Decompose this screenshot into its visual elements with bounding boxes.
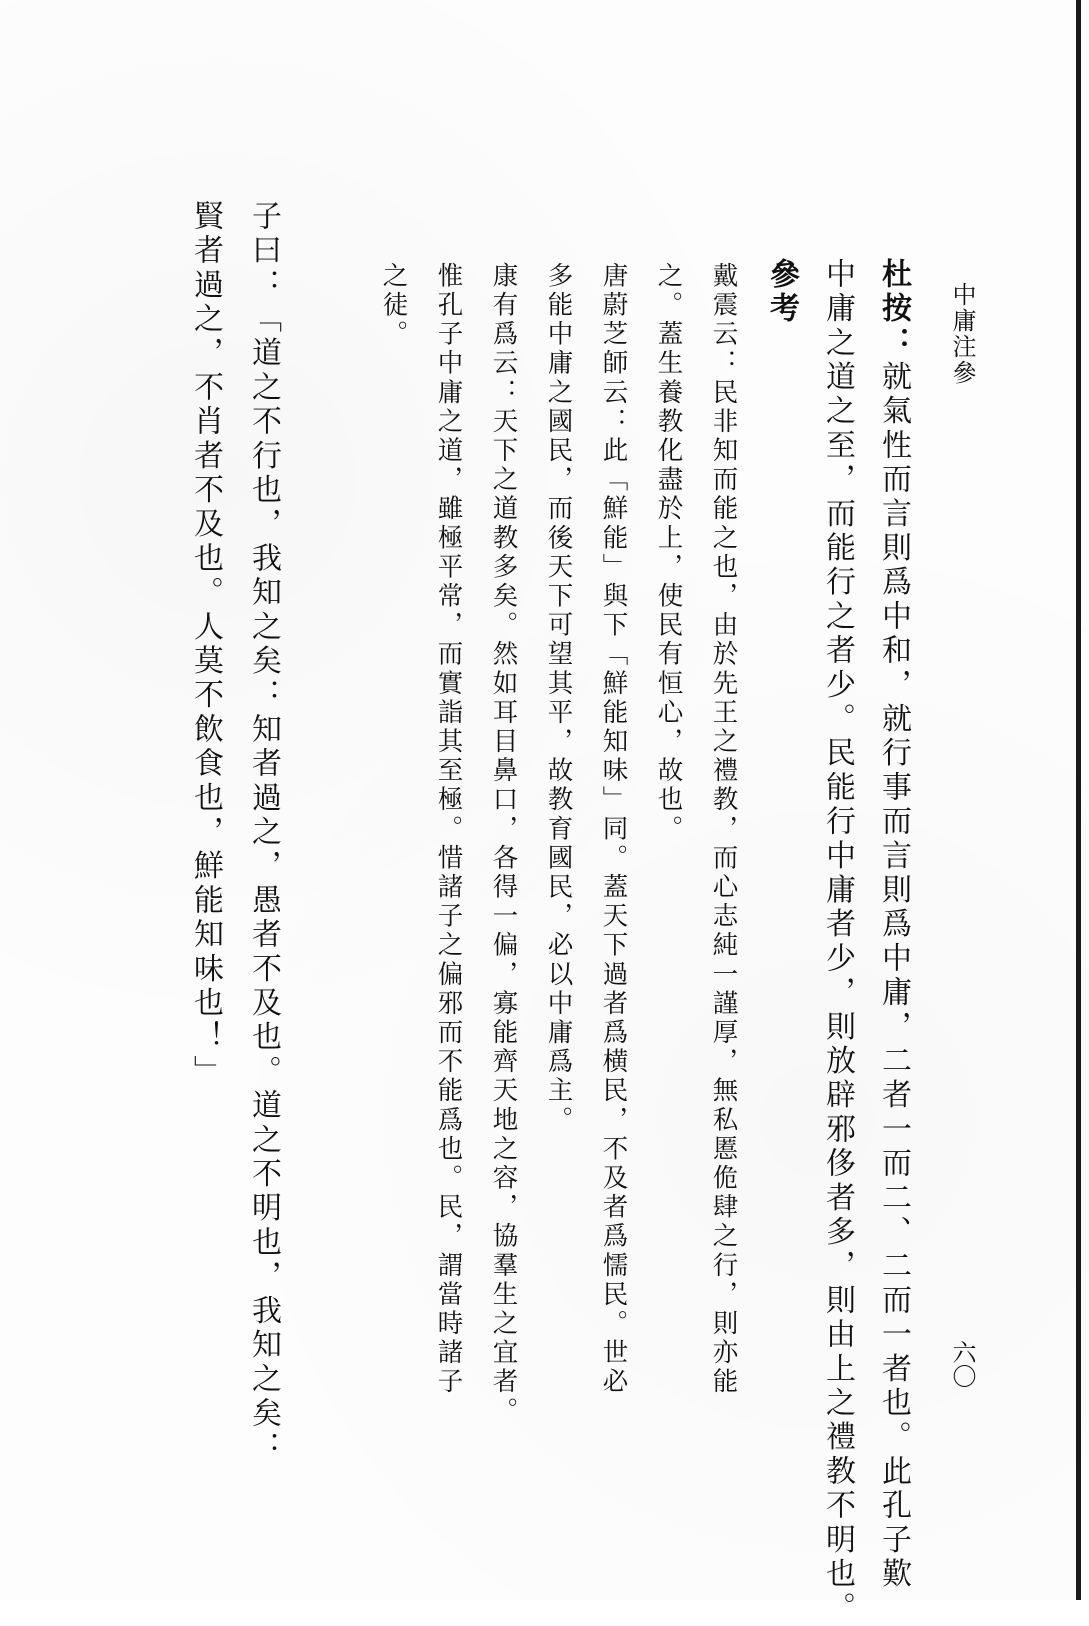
reference-note-line-7: 之徒。	[378, 262, 409, 350]
reference-note-line-1: 戴震云：民非知而能之也，由於先王之禮教，而心志純一謹厚，無私慝佹肆之行，則亦能	[708, 262, 739, 1397]
scripture-line-2: 賢者過之，不肖者不及也。人莫不飲食也，鮮能知味也！」	[188, 200, 223, 1090]
commentary-line-1	[876, 258, 911, 1592]
commentary-label: 杜按：	[876, 258, 911, 361]
page-number: 六〇	[948, 1340, 976, 1388]
page-edge-line	[1076, 0, 1081, 1600]
reference-note-line-5: 康有爲云：天下之道教多矣。然如耳目鼻口，各得一偏，寡能齊天地之容，協羣生之宜者。	[488, 262, 519, 1426]
commentary-line-1-text: 就氣性而言則爲中和，就行事而言則爲中庸，二者一而二、二而一者也。此孔子歎	[876, 360, 911, 1592]
scripture-line-1: 子曰：「道之不行也，我知之矣：知者過之，愚者不及也。道之不明也，我知之矣：	[246, 200, 281, 1466]
reference-note-line-4: 多能中庸之國民，而後天下可望其平，故教育國民，必以中庸爲主。	[543, 262, 574, 1135]
running-header-title: 中庸注參	[948, 282, 976, 386]
reference-note-line-2: 之。蓋生養教化盡於上，使民有恒心，故也。	[653, 262, 684, 844]
reference-note-line-3: 唐蔚芝師云：此「鮮能」與下「鮮能知味」同。蓋天下過者爲横民，不及者爲懦民。世必	[598, 262, 629, 1397]
reference-heading: 參考	[764, 258, 799, 327]
reference-note-line-6: 惟孔子中庸之道，雖極平常，而實詣其至極。惜諸子之偏邪而不能爲也。民，謂當時諸子	[433, 262, 464, 1397]
commentary-line-2: 中庸之道之至，而能行之者少。民能行中庸者少，則放辟邪侈者多，則由上之禮教不明也。	[820, 258, 855, 1626]
